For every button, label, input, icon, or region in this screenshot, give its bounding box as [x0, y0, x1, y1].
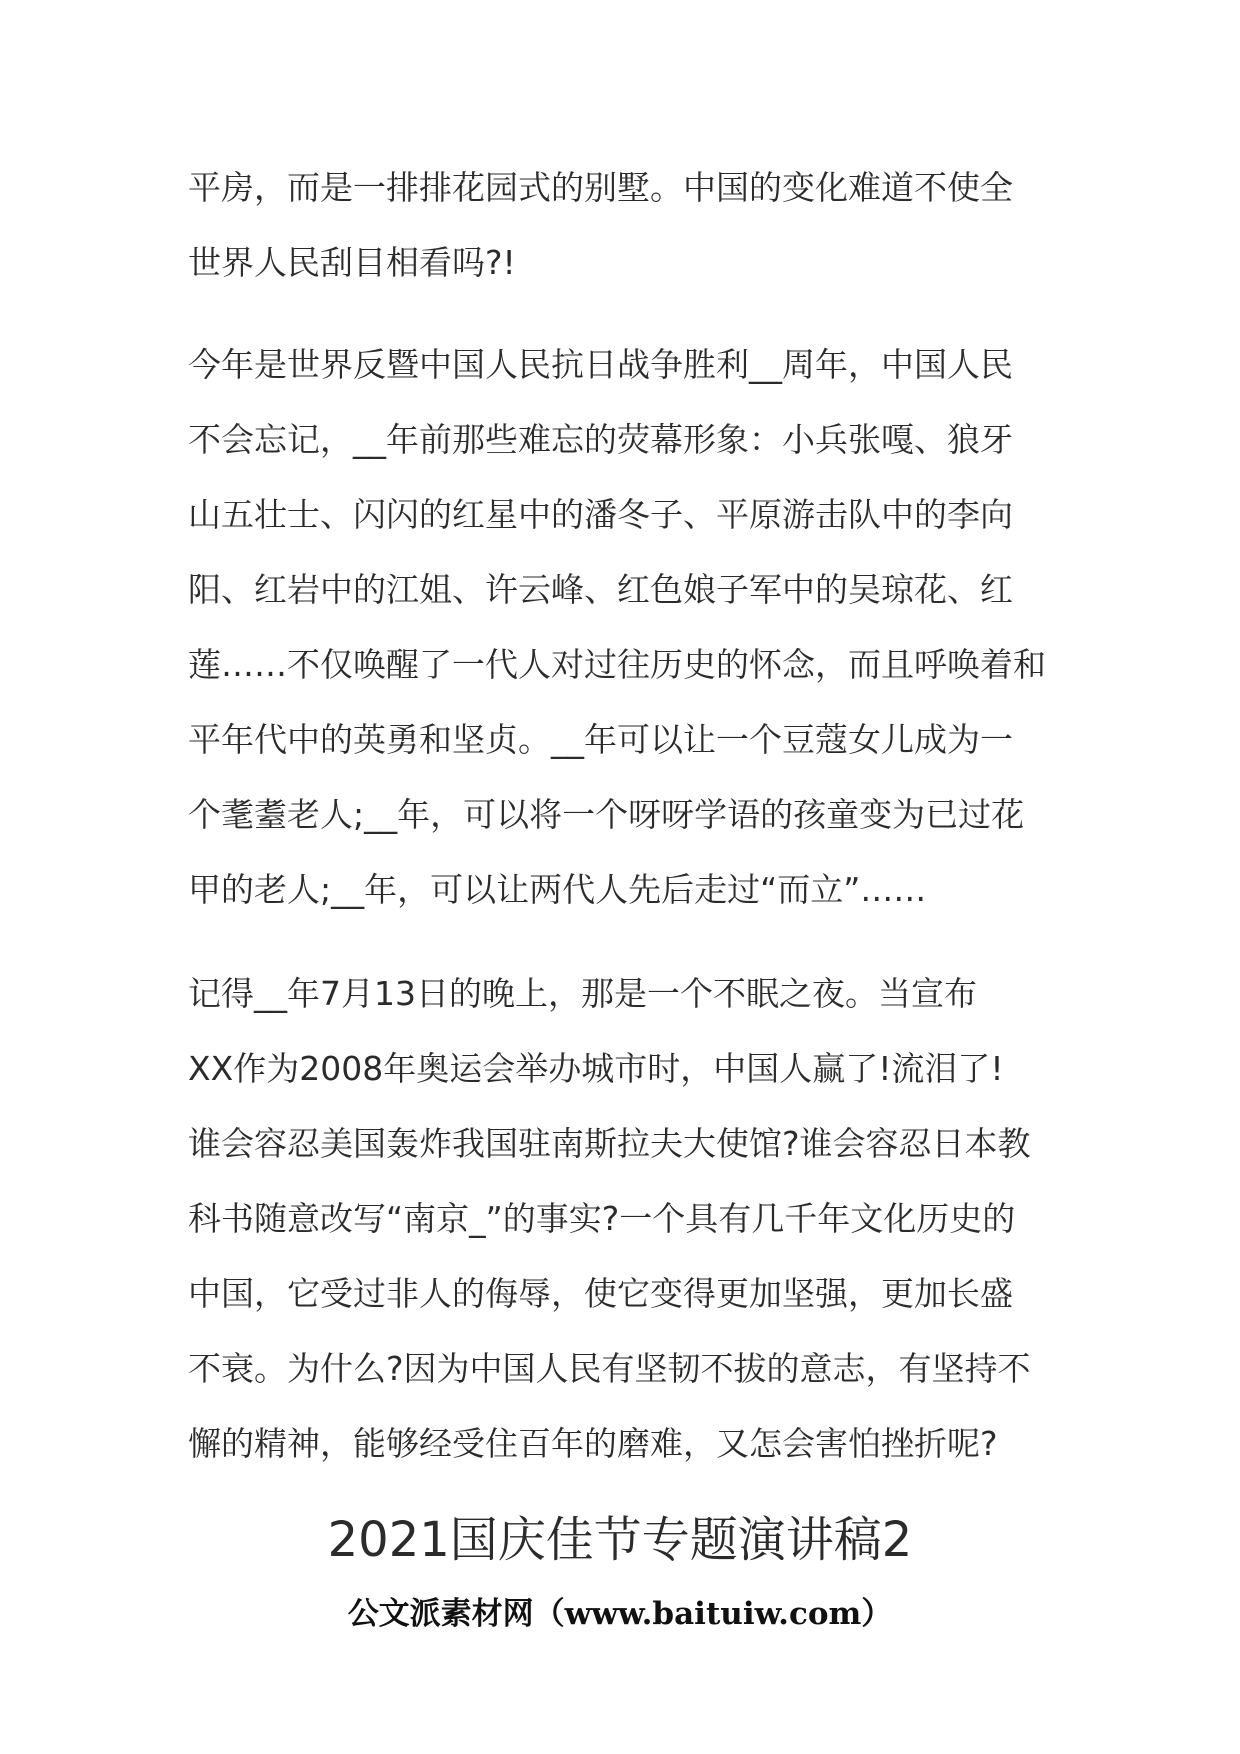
section-title: 2021国庆佳节专题演讲稿2: [327, 1512, 913, 1568]
text-line: 甲的老人;__年，可以让两代人先后走过“而立”……: [188, 870, 927, 909]
text-line: 记得__年7月13日的晚上，那是一个不眠之夜。当宣布: [188, 974, 977, 1013]
text-line: 阳、红岩中的江姐、许云峰、红色娘子军中的吴琼花、红: [188, 570, 1013, 609]
text-line: 个耄耋老人;__年，可以将一个呀呀学语的孩童变为已过花: [188, 795, 1025, 834]
text-line: 平年代中的英勇和坚贞。__年可以让一个豆蔻女儿成为一: [188, 720, 1013, 759]
text-line: 科书随意改写“南京_”的事实?一个具有几千年文化历史的: [188, 1199, 1016, 1238]
paragraph-2: [188, 327, 1058, 927]
text-line: 世界人民刮目相看吗?!: [188, 243, 516, 282]
text-line: 谁会容忍美国轰炸我国驻南斯拉夫大使馆?谁会容忍日本教: [188, 1124, 1031, 1163]
text-line: 山五壮士、闪闪的红星中的潘冬子、平原游击队中的李向: [188, 495, 1013, 534]
text-line: 中国，它受过非人的侮辱，使它变得更加坚强，更加长盛: [188, 1274, 1013, 1313]
text-line: XX作为2008年奥运会举办城市时，中国人赢了!流泪了!: [188, 1049, 1004, 1088]
site-footer: 公文派素材网（www.baituiw.com）: [347, 1596, 893, 1632]
text-line: 不衰。为什么?因为中国人民有坚韧不拔的意志，有坚持不: [188, 1349, 1031, 1388]
text-line: 今年是世界反暨中国人民抗日战争胜利__周年，中国人民: [188, 345, 1013, 384]
paragraph-1: [188, 150, 1058, 300]
text-line: 莲……不仅唤醒了一代人对过往历史的怀念，而且呼唤着和: [188, 645, 1046, 684]
paragraph-3: [188, 956, 1058, 1481]
text-line: 平房，而是一排排花园式的别墅。中国的变化难道不使全: [188, 168, 1013, 207]
text-line: 懈的精神，能够经受住百年的磨难，又怎会害怕挫折呢?: [188, 1424, 998, 1463]
text-line: 不会忘记，__年前那些难忘的荧幕形象：小兵张嘎、狼牙: [188, 420, 1013, 459]
